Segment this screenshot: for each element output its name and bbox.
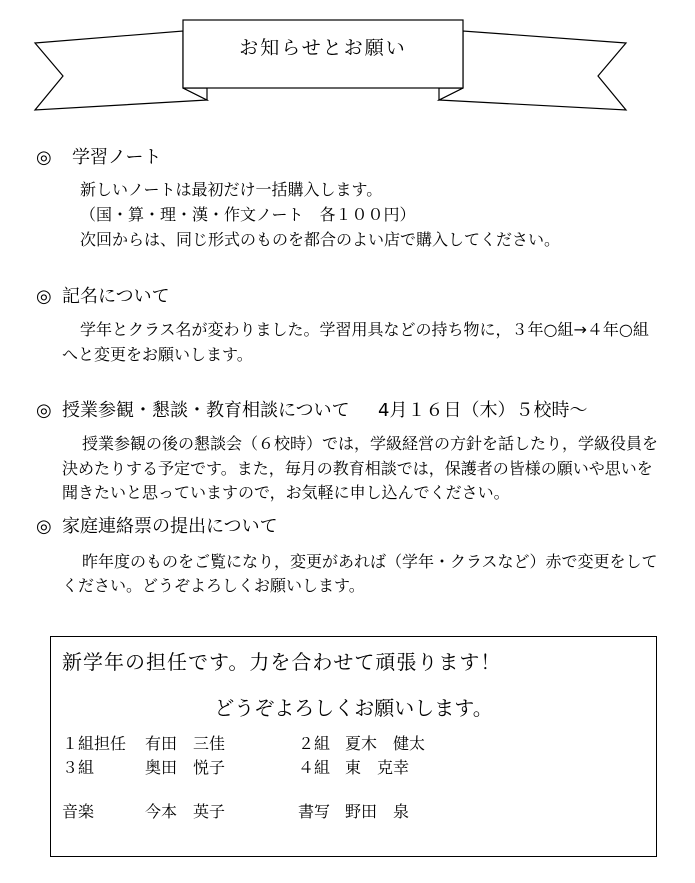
section-heading: 記名について	[62, 286, 170, 307]
teacher-message-box	[50, 636, 657, 857]
section-line: 聞きたいと思っていますので，お気軽に申し込んでください。	[62, 483, 510, 502]
section-line: 授業参観の後の懇談会（６校時）では，学級経営の方針を話したり，学級役員を	[82, 434, 659, 453]
section-heading: 家庭連絡票の提出について	[62, 516, 278, 537]
staff-name: 有田 三佳	[145, 734, 226, 753]
staff-role: ３組	[62, 758, 95, 777]
staff-name: 野田 泉	[345, 802, 410, 821]
section-line: （国・算・理・漢・作文ノート 各１００円）	[80, 205, 416, 224]
section-mark: ◎	[36, 400, 52, 421]
ribbon-right-tail	[439, 31, 626, 110]
section-heading-date: 4月１６日（木）５校時～	[378, 400, 588, 421]
section-line: 昨年度のものをご覧になり，変更があれば（学年・クラスなど）赤で変更をして	[82, 552, 658, 571]
section-heading: 授業参観・懇談・教育相談について	[62, 400, 350, 421]
section-line: 次回からは、同じ形式のものを都合のよい店で購入してください。	[80, 230, 561, 249]
section-line: 決めたりする予定です。また，毎月の教育相談では，保護者の皆様の願いや思いを	[62, 459, 653, 478]
staff-name: 東 克幸	[345, 758, 410, 777]
section-mark: ◎	[36, 516, 52, 537]
staff-name: 今本 英子	[145, 802, 226, 821]
section-mark: ◎	[36, 286, 52, 307]
staff-name: 奥田 悦子	[145, 758, 226, 777]
staff-role: ２組	[298, 734, 331, 753]
staff-role: １組担任	[62, 734, 127, 753]
section-line: 学年とクラス名が変わりました。学習用具などの持ち物に，３年○組→４年○組	[80, 320, 649, 339]
ribbon-banner	[0, 0, 695, 120]
staff-role: 音楽	[62, 802, 95, 821]
section-heading: 学習ノート	[72, 147, 162, 168]
section-line: へと変更をお願いします。	[62, 345, 253, 364]
closing-text: どうぞよろしくお願いします。	[214, 696, 493, 720]
staff-role: ４組	[298, 758, 331, 777]
section-line: 新しいノートは最初だけ一括購入します。	[80, 180, 383, 199]
staff-name: 夏木 健太	[345, 734, 426, 753]
ribbon-left-tail	[35, 31, 207, 110]
staff-role: 書写	[298, 802, 331, 821]
section-mark: ◎	[36, 147, 52, 168]
greeting-text: 新学年の担任です。力を合わせて頑張ります！	[62, 650, 502, 674]
section-line: ください。どうぞよろしくお願いします。	[62, 576, 365, 595]
notice-title: お知らせとお願い	[239, 37, 407, 59]
